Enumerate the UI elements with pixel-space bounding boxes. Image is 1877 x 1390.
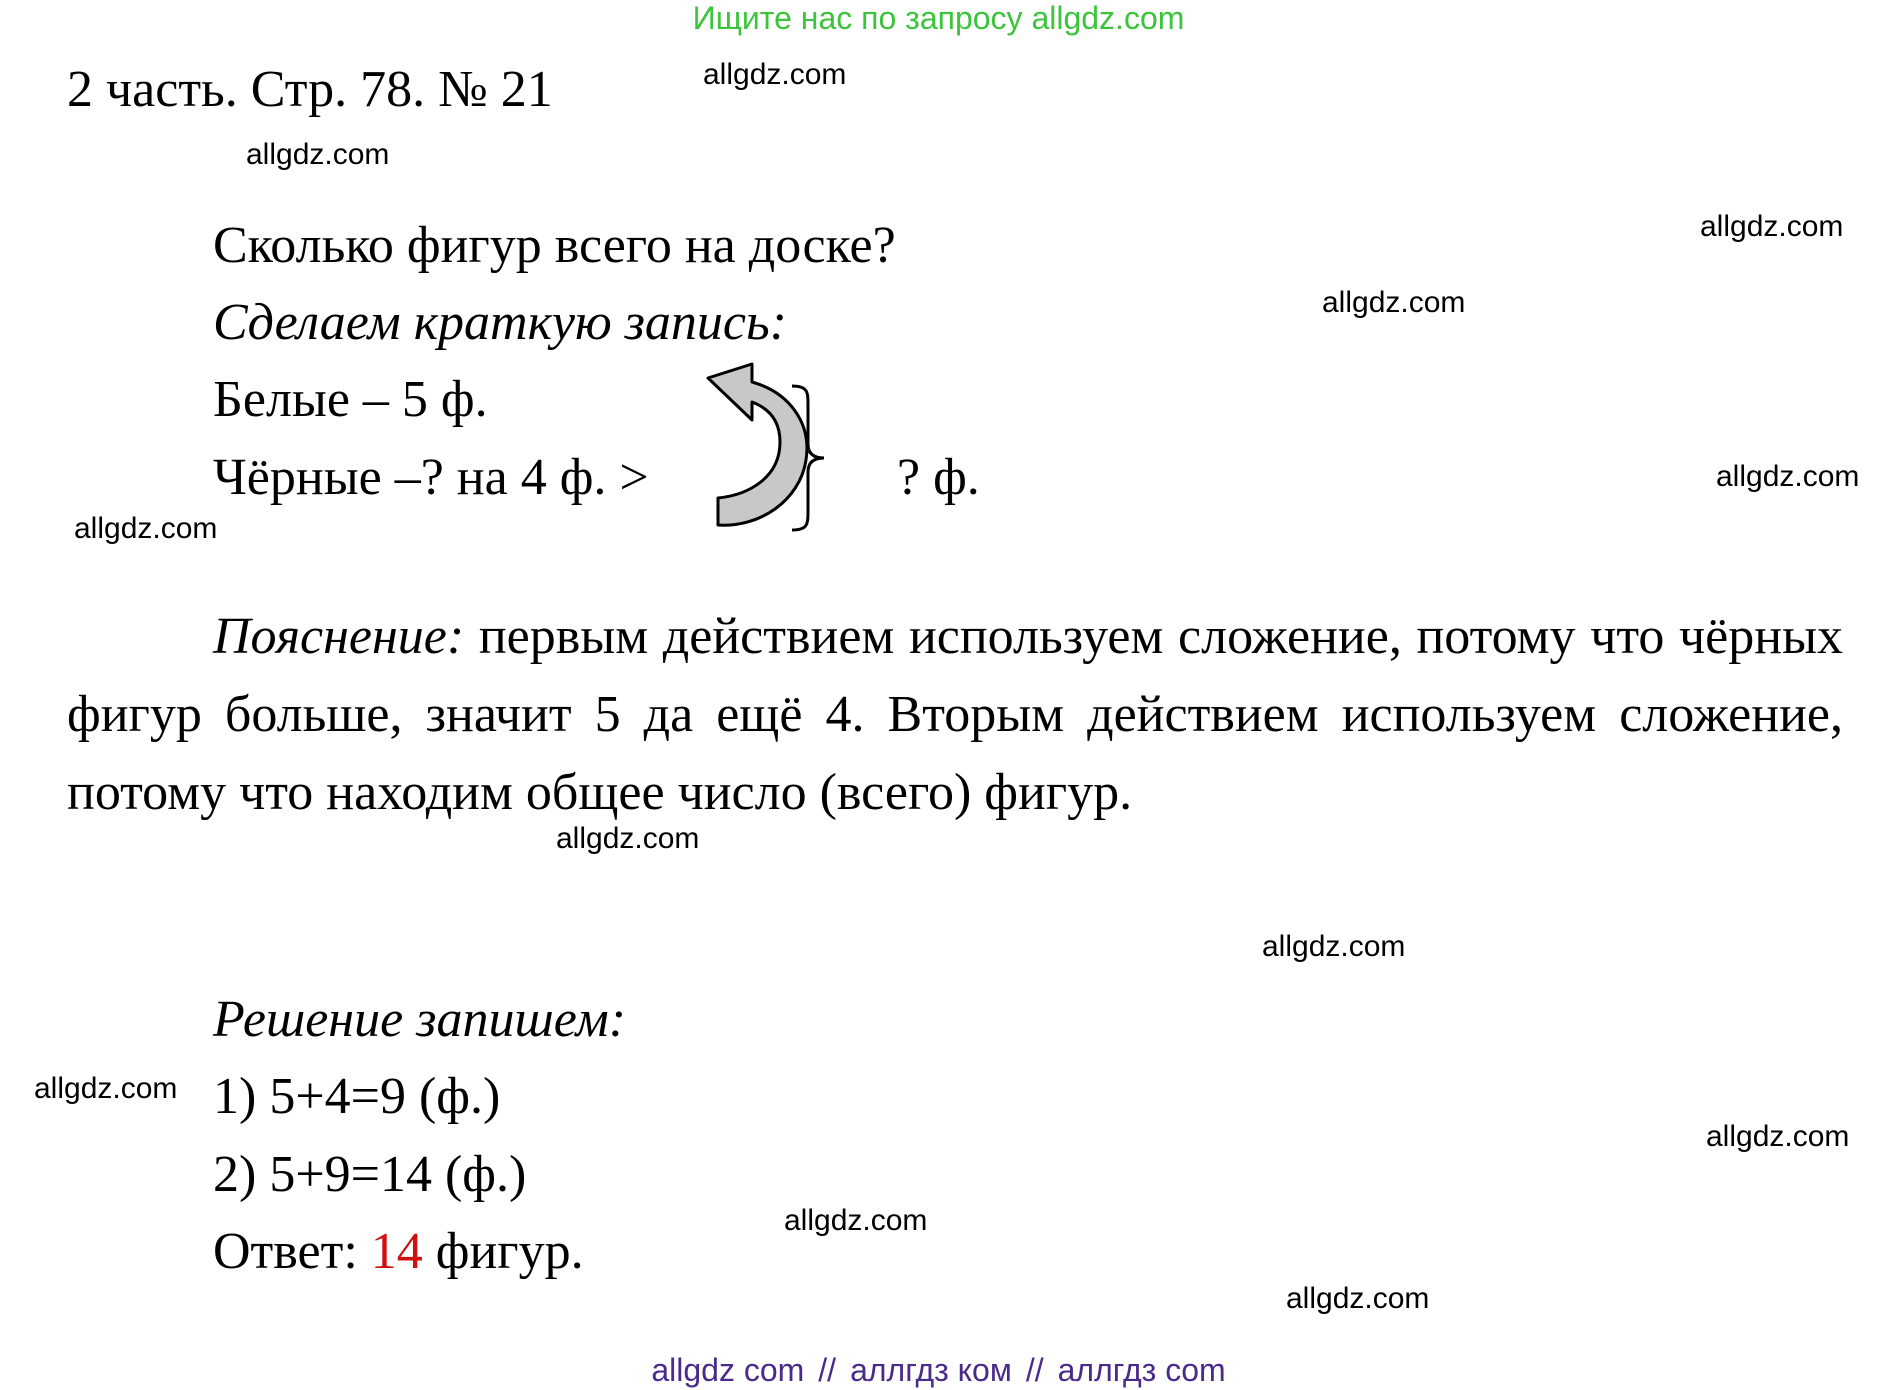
answer-value: 14 (370, 1223, 423, 1280)
answer-suffix: фигур. (422, 1223, 584, 1280)
short-record-label: Сделаем краткую запись: (213, 294, 787, 351)
watermark: allgdz.com (74, 512, 218, 545)
solution-label: Решение запишем: (213, 991, 627, 1048)
watermark: allgdz.com (1716, 460, 1860, 493)
bottom-banner-part3[interactable]: аллгдз com (1057, 1352, 1226, 1388)
answer-prefix: Ответ: (213, 1223, 371, 1280)
watermark: allgdz.com (34, 1072, 178, 1105)
bottom-banner-separator: // (818, 1352, 837, 1388)
bottom-banner[interactable] (0, 1352, 1877, 1389)
bottom-banner-part2[interactable]: аллгдз ком (850, 1352, 1012, 1388)
watermark: allgdz.com (784, 1204, 928, 1237)
task-question: Сколько фигур всего на доске? (213, 217, 896, 274)
watermark: allgdz.com (703, 58, 847, 91)
watermark: allgdz.com (556, 822, 700, 855)
line-black-figures: Чёрные –? на 4 ф. > (213, 449, 649, 506)
page-heading: 2 часть. Стр. 78. № 21 (67, 61, 553, 118)
explanation-paragraph (67, 598, 1843, 832)
watermark: allgdz.com (1262, 930, 1406, 963)
explanation-text: первым действием используем сложение, потому что чёрных фигур больше, значит 5 да ещё 4. Вторым действием используем сложение, потому что находим общее число (всего) фигур. (67, 608, 1844, 821)
explanation-label: Пояснение: (213, 608, 465, 665)
solution-step-2: 2) 5+9=14 (ф.) (213, 1146, 527, 1203)
total-unknown: ? ф. (897, 449, 980, 506)
answer-line (213, 1222, 584, 1281)
brace-icon (788, 382, 828, 534)
bottom-banner-separator: // (1025, 1352, 1044, 1388)
solution-step-1: 1) 5+4=9 (ф.) (213, 1068, 501, 1125)
top-banner[interactable]: Ищите нас по запросу allgdz.com (692, 0, 1185, 36)
watermark: allgdz.com (1700, 210, 1844, 243)
watermark: allgdz.com (1322, 286, 1466, 319)
watermark: allgdz.com (246, 138, 390, 171)
watermark: allgdz.com (1286, 1282, 1430, 1315)
watermark: allgdz.com (1706, 1120, 1850, 1153)
line-white-figures: Белые – 5 ф. (213, 371, 488, 428)
bottom-banner-part1[interactable]: allgdz com (651, 1352, 805, 1388)
